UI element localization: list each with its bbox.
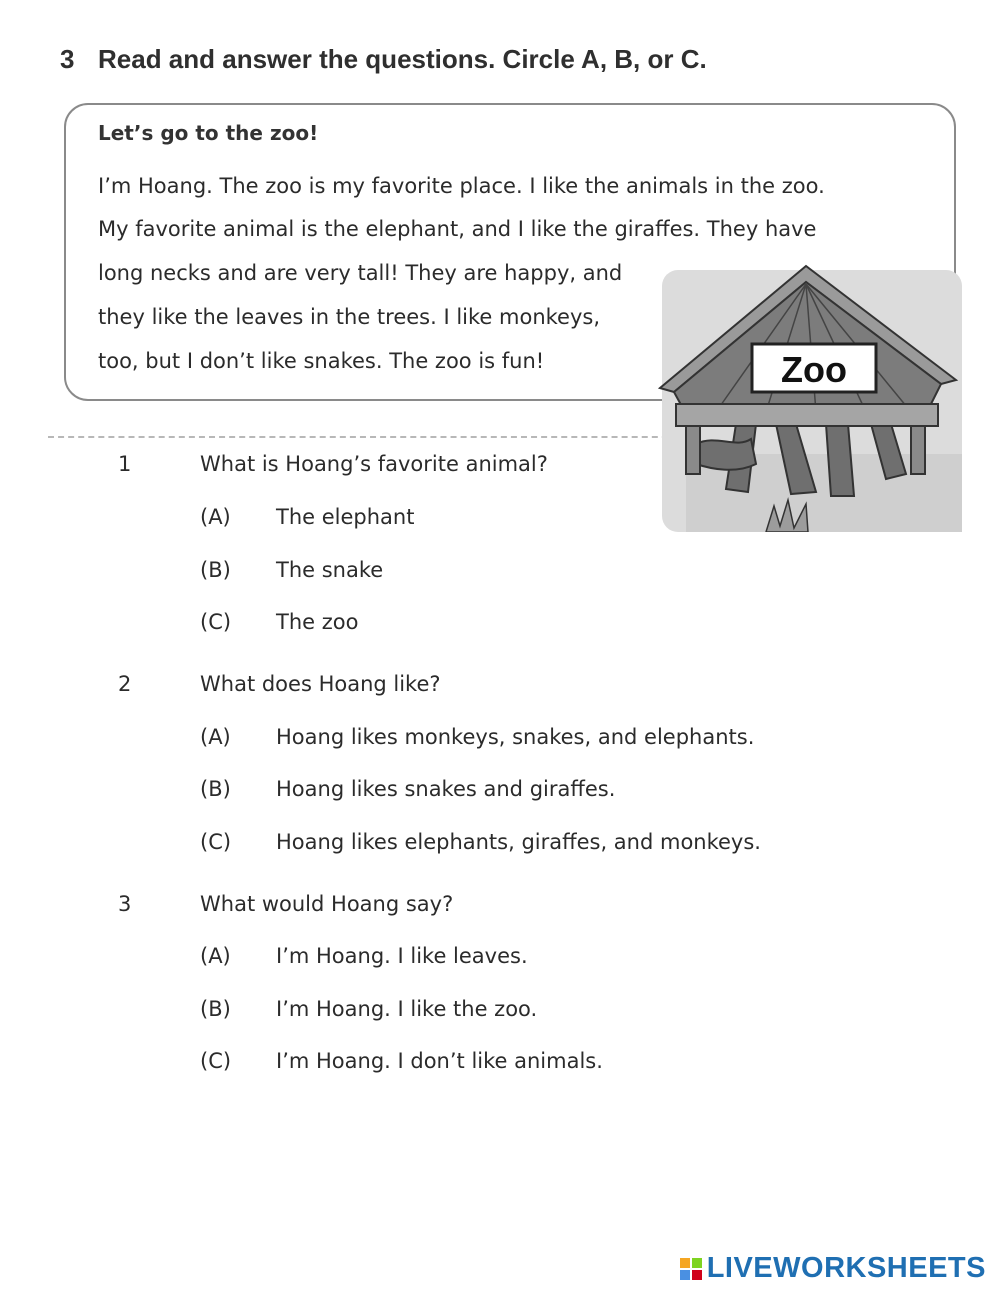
question-number: 3 [118,892,132,916]
story-title: Let’s go to the zoo! [98,121,319,145]
question-number: 2 [118,672,132,696]
exercise-instruction: Read and answer the questions. Circle A, B, or C. [98,44,707,74]
question-text: What does Hoang like? [200,672,441,696]
option-label[interactable]: (C) [200,830,232,854]
exercise-heading [60,44,707,75]
option-label[interactable]: (C) [200,1049,232,1073]
question-text: What would Hoang say? [200,892,454,916]
option-text[interactable]: I’m Hoang. I don’t like animals. [276,1049,603,1073]
option-text[interactable]: Hoang likes elephants, giraffes, and monkeys. [276,830,761,854]
zoo-sign-text: Zoo [781,349,847,390]
story-line: long necks and are very tall! They are happy, and [98,261,623,285]
option-label[interactable]: (B) [200,558,231,582]
option-text[interactable]: Hoang likes snakes and giraffes. [276,777,616,801]
liveworksheets-logo-icon [679,1257,703,1281]
option-text[interactable]: The elephant [276,505,415,529]
story-line: too, but I don’t like snakes. The zoo is fun! [98,349,545,373]
option-label[interactable]: (B) [200,777,231,801]
option-text[interactable]: Hoang likes monkeys, snakes, and elephants. [276,725,755,749]
dashed-divider [48,436,688,438]
option-label[interactable]: (A) [200,725,231,749]
zoo-illustration [656,264,966,532]
option-text[interactable]: I’m Hoang. I like the zoo. [276,997,538,1021]
story-line: they like the leaves in the trees. I like monkeys, [98,305,601,329]
brand-name: LIVEWORKSHEETS [706,1252,986,1284]
story-line: I’m Hoang. The zoo is my favorite place. I like the animals in the zoo. [98,174,825,198]
option-label[interactable]: (C) [200,610,232,634]
option-text[interactable]: The snake [276,558,384,582]
brand-footer[interactable] [679,1252,986,1285]
option-label[interactable]: (A) [200,944,231,968]
question-number: 1 [118,452,132,476]
story-line: My favorite animal is the elephant, and I like the giraffes. They have [98,217,817,241]
option-label[interactable]: (B) [200,997,231,1021]
option-label[interactable]: (A) [200,505,231,529]
option-text[interactable]: The zoo [276,610,359,634]
option-text[interactable]: I’m Hoang. I like leaves. [276,944,528,968]
exercise-number: 3 [60,44,75,74]
question-text: What is Hoang’s favorite animal? [200,452,548,476]
